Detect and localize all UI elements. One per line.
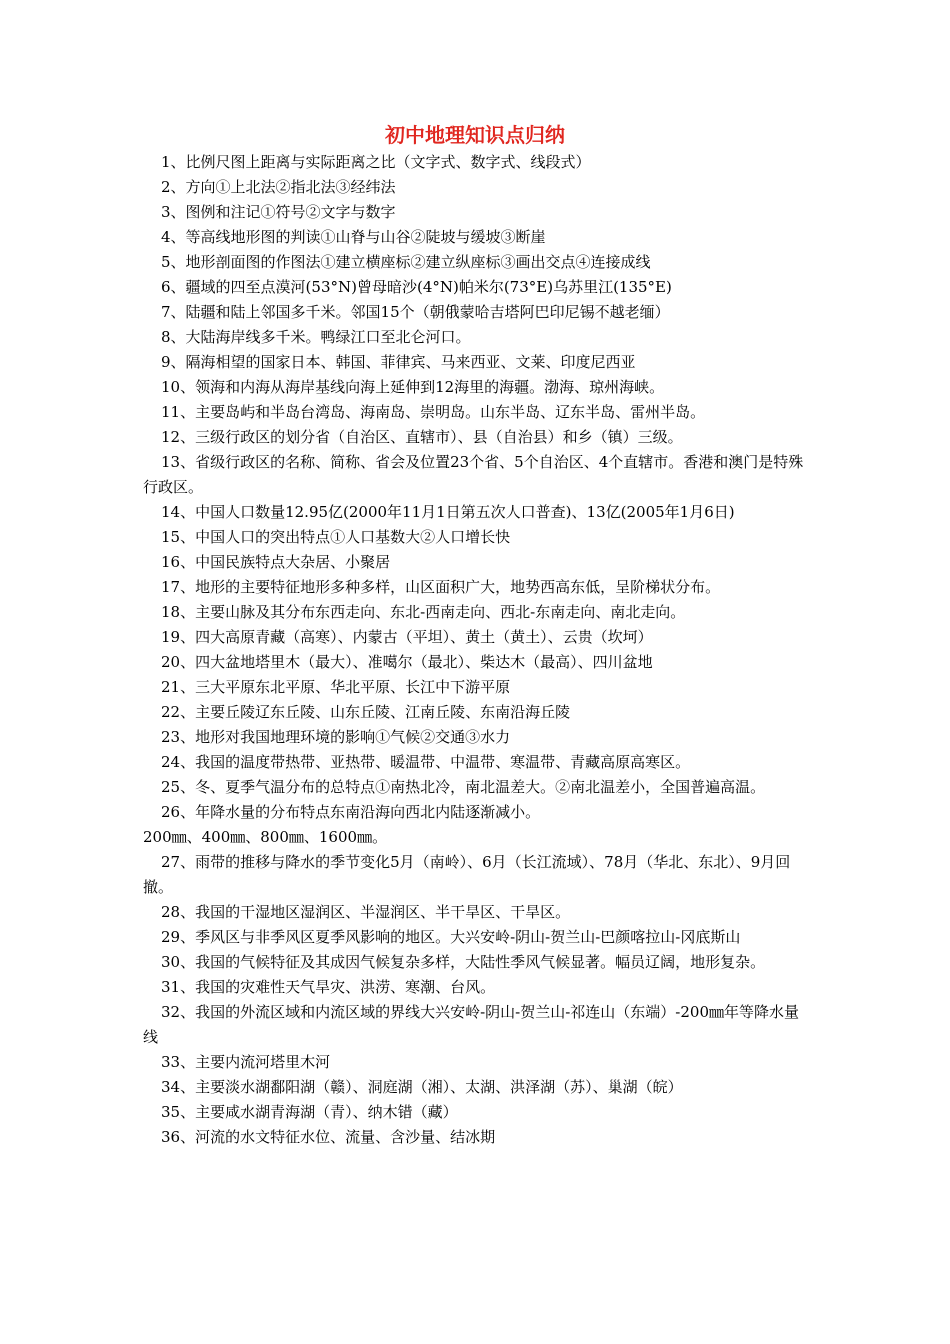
paragraph: 29、季风区与非季风区夏季风影响的地区。大兴安岭-阴山-贺兰山-巴颜喀拉山-冈底斯山 (161, 928, 741, 946)
paragraph: 27、雨带的推移与降水的季节变化5月（南岭）、6月（长江流域）、78月（华北、东北）、9月回撤。 (143, 853, 791, 896)
paragraph: 11、主要岛屿和半岛台湾岛、海南岛、崇明岛。山东半岛、辽东半岛、雷州半岛。 (161, 403, 706, 421)
paragraph: 24、我国的温度带热带、亚热带、暖温带、中温带、寒温带、青藏高原高寒区。 (161, 753, 691, 771)
paragraph: 36、河流的水文特征水位、流量、含沙量、结冰期 (161, 1128, 496, 1146)
paragraph: 15、中国人口的突出特点①人口基数大②人口增长快 (161, 528, 511, 546)
paragraph: 9、隔海相望的国家日本、韩国、菲律宾、马来西亚、文莱、印度尼西亚 (161, 353, 636, 371)
paragraph: 35、主要咸水湖青海湖（青）、纳木错（藏） (161, 1103, 458, 1121)
paragraph: 19、四大高原青藏（高寒）、内蒙古（平坦）、黄土（黄土）、云贵（坎坷） (161, 628, 653, 646)
paragraph: 13、省级行政区的名称、简称、省会及位置23个省、5个自治区、4个直辖市。香港和澳门是特殊行政区。 (143, 453, 804, 496)
paragraph: 31、我国的灾难性天气旱灾、洪涝、寒潮、台风。 (161, 978, 496, 996)
paragraph: 30、我国的气候特征及其成因气候复杂多样，大陆性季风气候显著。幅员辽阔，地形复杂。 (161, 953, 766, 971)
paragraph: 20、四大盆地塔里木（最大）、准噶尔（最北）、柴达木（最高）、四川盆地 (161, 653, 653, 671)
paragraph: 28、我国的干湿地区湿润区、半湿润区、半干旱区、干旱区。 (161, 903, 571, 921)
paragraph: 18、主要山脉及其分布东西走向、东北-西南走向、西北-东南走向、南北走向。 (161, 603, 686, 621)
paragraph: 1、比例尺图上距离与实际距离之比（文字式、数字式、线段式） (161, 153, 591, 171)
paragraph: 21、三大平原东北平原、华北平原、长江中下游平原 (161, 678, 511, 696)
paragraph: 34、主要淡水湖鄱阳湖（赣）、洞庭湖（湘）、太湖、洪泽湖（苏）、巢湖（皖） (161, 1078, 683, 1096)
paragraph: 4、等高线地形图的判读①山脊与山谷②陡坡与缓坡③断崖 (161, 228, 546, 246)
paragraph: 32、我国的外流区域和内流区域的界线大兴安岭-阴山-贺兰山-祁连山（东端）-200㎜年等降水量线 (143, 1003, 799, 1046)
paragraph: 6、疆域的四至点漠河(53°N)曾母暗沙(4°N)帕米尔(73°E)乌苏里江(135°E) (161, 278, 672, 296)
paragraph: 5、地形剖面图的作图法①建立横座标②建立纵座标③画出交点④连接成线 (161, 253, 651, 271)
paragraph: 7、陆疆和陆上邻国多千米。邻国15个（朝俄蒙哈吉塔阿巴印尼锡不越老缅） (161, 303, 670, 321)
paragraph: 25、冬、夏季气温分布的总特点①南热北冷，南北温差大。②南北温差小，全国普遍高温。 (161, 778, 766, 796)
document-body (143, 150, 808, 1150)
paragraph: 17、地形的主要特征地形多种多样，山区面积广大，地势西高东低，呈阶梯状分布。 (161, 578, 721, 596)
paragraph: 33、主要内流河塔里木河 (161, 1053, 331, 1071)
paragraph: 26、年降水量的分布特点东南沿海向西北内陆逐渐减小。 (161, 803, 541, 821)
paragraph: 2、方向①上北法②指北法③经纬法 (161, 178, 396, 196)
paragraph: 23、地形对我国地理环境的影响①气候②交通③水力 (161, 728, 511, 746)
paragraph: 22、主要丘陵辽东丘陵、山东丘陵、江南丘陵、东南沿海丘陵 (161, 703, 571, 721)
paragraph: 10、领海和内海从海岸基线向海上延伸到12海里的海疆。渤海、琼州海峡。 (161, 378, 665, 396)
paragraph: 3、图例和注记①符号②文字与数字 (161, 203, 396, 221)
document-title: 初中地理知识点归纳 (385, 123, 565, 147)
paragraph: 8、大陆海岸线多千米。鸭绿江口至北仑河口。 (161, 328, 471, 346)
paragraph: 14、中国人口数量12.95亿(2000年11月1日第五次人口普查)、13亿(2005年1月6日) (161, 503, 735, 521)
paragraph: 16、中国民族特点大杂居、小聚居 (161, 553, 391, 571)
paragraph: 200㎜、400㎜、800㎜、1600㎜。 (143, 828, 388, 846)
paragraph: 12、三级行政区的划分省（自治区、直辖市）、县（自治县）和乡（镇）三级。 (161, 428, 683, 446)
